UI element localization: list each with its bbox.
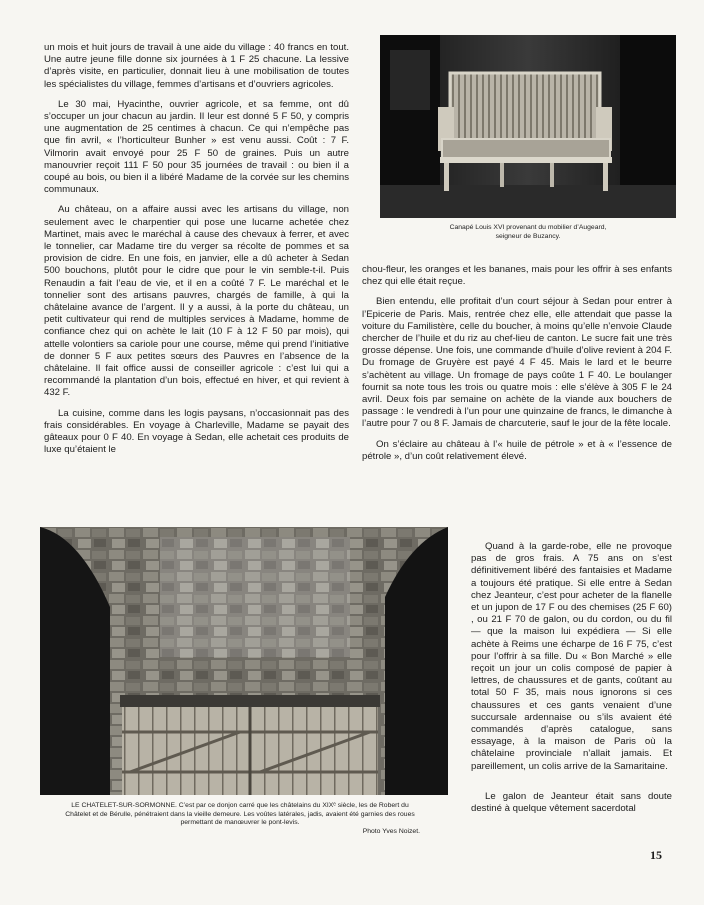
caption-line: Canapé Louis XVI provenant du mobilier d’Augeard, (449, 224, 607, 231)
paragraph: Le galon de Jeanteur était sans doute destiné à quelque vêtement sacerdotal (471, 790, 672, 815)
caption-body: C’est par ce donjon carré que les châtelains du XIXᵉ siècle, les de Robert du Châtelet et de Bérulle, pénétraient dans la vieille demeure. Les voûtes latérales, jadis, avaient été garnies des roues permettant de manœuvrer le pont-levis. (65, 802, 415, 827)
paragraph: Bien entendu, elle profitait d’un court séjour à Sedan pour entrer à l’Epicerie de Paris. Mais, rentrée chez elle, elle attendait que passe la voiture du Familistère, celle du boucher, à moins qu’elle n’envoie Claude chercher de l’huile et du riz au chef-lieu de canton. Le sucre fait une très grosse dépense. Une fois, une commande d’huile d’olive revient à 204 F. Du fromage de Gruyère est payé 4 F 45. Mais le lard et le beurre s’achètent au village. Un fromage de pays coûte 1 F 40. Le boulanger fournit sa note tous les trois ou quatre mois : elle s’élève à 305 F le 24 avril. Deux fois par semaine on achète de la viande aux bouchers de passage : le vendredi à l’un pour une quinzaine de francs, le dimanche à l’autre pour 7 ou 8 F. Jamais de charcuterie, sauf le jour de la fête locale. (362, 296, 672, 430)
sofa-photo (380, 35, 676, 218)
caption-line: seigneur de Buzancy. (495, 232, 561, 240)
paragraph: chou-fleur, les oranges et les bananes, mais pour les offrir à ses enfants chez qui elle était reçue. (362, 264, 672, 288)
right-column-text (362, 264, 672, 471)
caption-lead: LE CHATELET-SUR-SORMONNE. (71, 802, 177, 809)
paragraph: Au château, on a affaire aussi avec les artisans du village, non seulement avec le charpentier qui pose une lucarne achetée chez Martinet, mais avec le maréchal à cause des chevaux à ferrer, et avec le tonnelier, car Madame tire du verger sa récolte de pommes et sa provision de cidre. En une fois, en janvier, elle a dû acheter à Sedan 500 bouchons, plutôt pour le cidre que pour le vin semble-t-il. Puis Renaudin a fait l’eau de vie, et il en a coûté 7 F. Le maréchal et le tonnelier sont des artisans pauvres, chargés de famille, à qui la châtelaine avance de l’argent. Il y a aussi, à la porte du château, un petit cultivateur qui rend de multiples services à Madame, homme de confiance chez qui on achète le lait (10 F à 12 F 50 par mois), qui attelle volontiers sa cariole pour une course, même qui prend l’initiative de donner 5 F aux petites sœurs des Pauvres en l’absence de la châtelaine. Il fait office aussi de conseiller agricole : c’est lui qui a recommandé la plantation d’un bois, effectué en hiver, et qui revient à 432 F. (44, 204, 349, 399)
photo-credit: Photo Yves Noizet. (362, 827, 420, 835)
paragraph: Le 30 mai, Hyacinthe, ouvrier agricole, et sa femme, ont dû s’occuper un jour chacun au jardin. Il leur est donné 5 F 50, y compris une augmentation de 25 centimes à chacun. Ce qui n’empêche pas que fin avril, « l’horticulteur Bunher » est venu aussi. Coût : 7 F. Vilmorin avait envoyé pour 25 F 50 de graines. Puis un autre manouvrier reçoit 111 F 50 pour 35 journées de travail : ou bien il a coupé au bois, ou bien il a libéré Madame de la corvée sur les chemins communaux. (44, 98, 349, 196)
sofa-caption (380, 224, 676, 241)
left-column-text (44, 42, 349, 465)
paragraph: Quand à la garde-robe, elle ne provoque pas de gros frais. A 75 ans on s’est définitivement libéré des fantaisies et Madame a toujours été pratique. Si elle entre à Sedan chez Jeanteur, c’est pour acheter de la flanelle et un jupon de 17 F ou des chemises (25 F 60) , ou 21 F 70 de galon, ou du cordon, ou du fil — que la maison lui expédiera — Si elle achète à Reims une écharpe de 16 F 75, c’est pour l’offrir à sa fille. Du « Bon Marché » elle reçoit un jour un colis composé de papier à lettres, de chaussures et de gants, coûtant au total 50 F 35, mais nous ignorons si ces chaussures et ces gants venaient d’une succursale ardennaise ou s’ils avaient été commandés d’après catalogue, sans essayage, à la maison de Paris où la châtelaine provinciale n’allait jamais. Et pareillement, un colis arrive de la Samaritaine. (471, 541, 672, 772)
paragraph: On s’éclaire au château à l’« huile de pétrole » et à « l’essence de pétrole », d’un coût relativement élevé. (362, 438, 672, 462)
castle-dungeon-photo (40, 527, 448, 795)
page-number: 15 (650, 848, 662, 862)
castle-dungeon-photo-icon (40, 527, 448, 795)
bottom-right-column-text (471, 541, 672, 823)
sofa-photo-icon (380, 35, 676, 218)
dungeon-caption (60, 802, 420, 836)
paragraph: un mois et huit jours de travail à une aide du village : 40 francs en tout. Une autre jeune fille donne six journées à 1 F 25 chacune. La lessive d’après visite, en particulier, donnait lieu à une mobilisation de toutes les spécialistes du village, femmes d’artisans et d’ouvriers agricoles. (44, 42, 349, 90)
paragraph: La cuisine, comme dans les logis paysans, n’occasionnait pas des frais considérables. En voyage à Charleville, Madame se payait des gâteaux pour 0 F 40. En voyage à Sedan, elle achetait ces produits de luxe qu’étaient le (44, 407, 349, 456)
